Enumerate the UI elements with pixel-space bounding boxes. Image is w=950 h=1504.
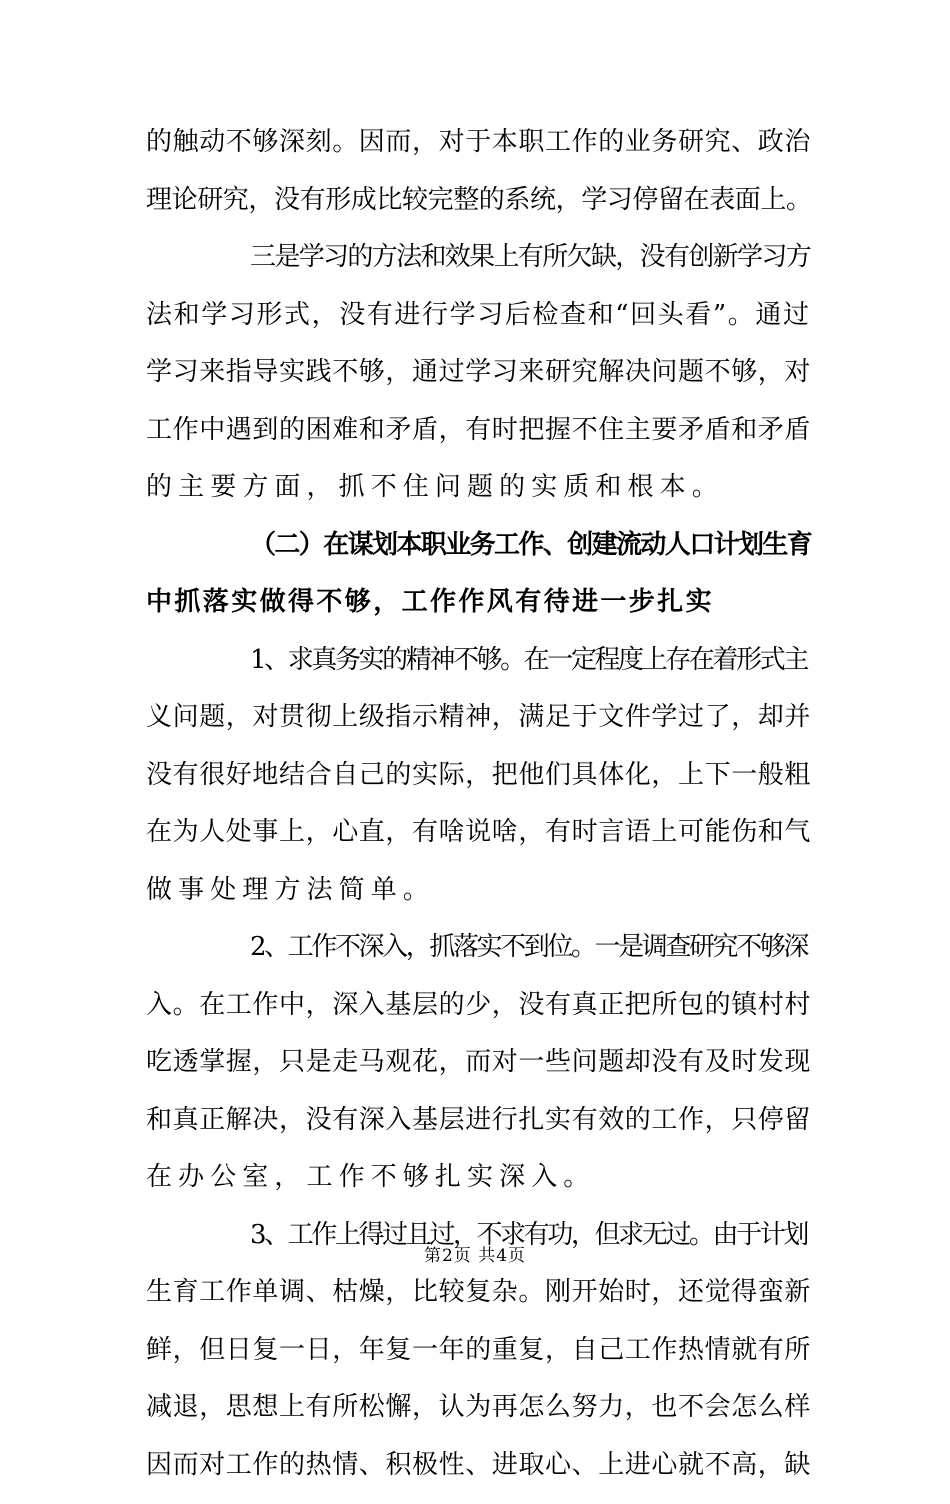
body-text-line: 的主要方面，抓不住问题的实质和根本。 (146, 469, 806, 527)
body-text-line: 吃透掌握，只是走马观花，而对一些问题却没有及时发现 (146, 1044, 806, 1102)
body-text-line: 理论研究，没有形成比较完整的系统，学习停留在表面上。 (146, 182, 806, 240)
page-footer: 第2页 共4页 (0, 1241, 950, 1266)
section-heading-line: 中抓落实做得不够，工作作风有待进一步扎实 (146, 584, 806, 642)
body-text-line: 三是学习的方法和效果上有所欠缺，没有创新学习方 (146, 239, 806, 297)
body-text-line: 因而对工作的热情、积极性、进取心、上进心就不高，缺 (146, 1447, 806, 1504)
body-text-line: 没有很好地结合自己的实际，把他们具体化，上下一般粗 (146, 757, 806, 815)
body-text-line: 减退，思想上有所松懈，认为再怎么努力，也不会怎么样 (146, 1389, 806, 1447)
body-text-line: 1、求真务实的精神不够。在一定程度上存在着形式主 (146, 642, 806, 700)
body-text-line: 入。在工作中，深入基层的少，没有真正把所包的镇村村 (146, 987, 806, 1045)
body-text-line: 在为人处事上，心直，有啥说啥，有时言语上可能伤和气 (146, 814, 806, 872)
body-text-line: 义问题，对贯彻上级指示精神，满足于文件学过了，却并 (146, 699, 806, 757)
body-text-line: 法和学习形式，没有进行学习后检查和“回头看”。通过 (146, 297, 806, 355)
body-text-line: 生育工作单调、枯燥，比较复杂。刚开始时，还觉得蛮新 (146, 1274, 806, 1332)
section-heading-line: （二）在谋划本职业务工作、创建流动人口计划生育 (146, 527, 806, 585)
body-text-line: 3、工作上得过且过，不求有功，但求无过。由于计划 (146, 1217, 806, 1275)
body-text-line: 在办公室，工作不够扎实深入。 (146, 1159, 806, 1217)
body-text-line: 做事处理方法简单。 (146, 872, 806, 930)
body-text-line: 2、工作不深入，抓落实不到位。一是调查研究不够深 (146, 929, 806, 987)
body-text-line: 鲜，但日复一日，年复一年的重复，自己工作热情就有所 (146, 1332, 806, 1390)
body-text-line: 的触动不够深刻。因而，对于本职工作的业务研究、政治 (146, 124, 806, 182)
body-text-line: 和真正解决，没有深入基层进行扎实有效的工作，只停留 (146, 1102, 806, 1160)
body-text-line: 学习来指导实践不够，通过学习来研究解决问题不够，对 (146, 354, 806, 412)
document-body (146, 124, 806, 1504)
body-text-line: 工作中遇到的困难和矛盾，有时把握不住主要矛盾和矛盾 (146, 412, 806, 470)
